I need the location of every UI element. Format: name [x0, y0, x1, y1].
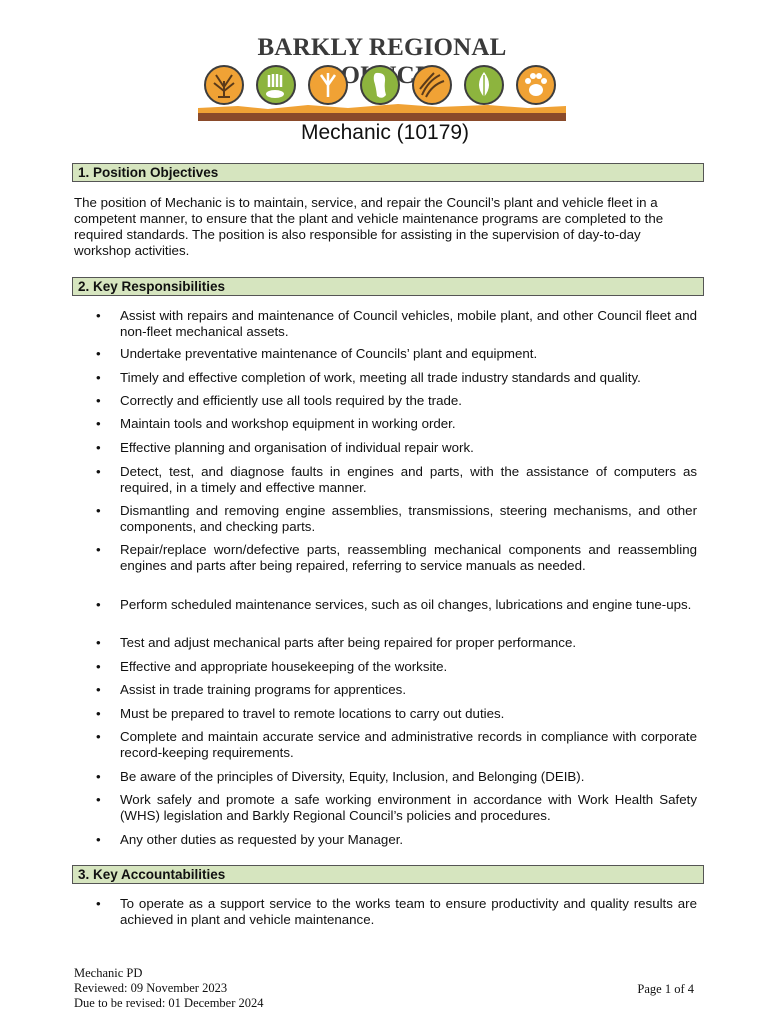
- grain-pot-icon: [256, 65, 296, 105]
- bullet-icon: •: [96, 792, 101, 807]
- page-number: Page 1 of 4: [637, 982, 694, 996]
- footprint-icon: [360, 65, 400, 105]
- council-logo: [198, 34, 566, 126]
- logo-text: BARKLY REGIONAL: [257, 34, 507, 61]
- footer-reviewed-date: Reviewed: 09 November 2023: [74, 981, 228, 995]
- bullet-icon: •: [96, 308, 101, 323]
- grass-icon: [412, 65, 452, 105]
- bullet-icon: •: [96, 729, 101, 744]
- document-page: BARKLY REGIONAL Mechanic (10179) 1. Position Objectives The position of Mechanic is to maintain, service, and repair the Council’s plant and vehicle fleet in a competent manner, to ensure that the plant and vehicle maintenance programs are completed to the required standards. The position is also responsible for assisting in the supervision of day-to-day workshop activities. 2. Key Responsibilities • Assist with repairs and maintenance of Council vehicles, mobile plant, and other Council fleet and non-fleet mechanical assets. • Undertake preventative maintenance of Councils’ plant and equipment. • Timely and effective completion of work, meeting all trade industry standards and quality. • Correctly and efficiently use all tools required by the trade. • Maintain tools and workshop equipment in working order. • Effective planning and organisation of individual repair work. • Detect, test, and diagnose faults in engines and parts, with the assistance of computers as required, in a timely and effective manner. • Dismantling and removing engine assemblies, transmissions, steering mechanisms, and other components, and checking parts. • Repair/replace worn/defective parts, reassembling mechanical components and reassembling engines and parts after being repaired, referring to service manuals as needed. • Perform scheduled maintenance services, such as oil changes, lubrications and engine tune-ups. • Test and adjust mechanical parts after being repaired for proper performance. • Effective and appropriate housekeeping of the worksite. • Assist in trade training programs for apprentices. • Must be prepared to travel to remote locations to carry out duties. • Complete and maintain accurate service and administrative records in compliance with corporate record-keeping requirements. • Be aware of the principles of Diversity, Equity, Inclusion, and Belonging (DEIB). • Work safely and promote a safe working environment in accordance with Work Health Safety (WHS) legislation and Barkly Regional Council’s policies and procedures. • Any other duties as requested by your Manager. 3. Key Accountabilities • To operate as a support service to the works team to ensure productivity and quality results are achieved in plant and vehicle maintenance. Mechanic PD Reviewed: 09 November 2023 Due to be revised: 01 December 2024 Page 1 of 4: [0, 0, 770, 1024]
- bullet-icon: •: [96, 503, 101, 518]
- bullet-icon: •: [96, 393, 101, 408]
- section-heading-objectives: 1. Position Objectives: [72, 163, 704, 182]
- bullet-icon: •: [96, 659, 101, 674]
- paw-print-icon: [516, 65, 556, 105]
- section-heading-responsibilities: 2. Key Responsibilities: [72, 277, 704, 296]
- footer-doc-name: Mechanic PD: [74, 966, 143, 980]
- bullet-icon: •: [96, 635, 101, 650]
- footer-revision-due-date: Due to be revised: 01 December 2024: [74, 996, 264, 1010]
- spinifex-plant-icon: [204, 65, 244, 105]
- bullet-icon: •: [96, 706, 101, 721]
- bullet-icon: •: [96, 464, 101, 479]
- bullet-icon: •: [96, 416, 101, 431]
- bullet-icon: •: [96, 542, 101, 557]
- bird-track-icon: [308, 65, 348, 105]
- page-title: Mechanic (10179): [300, 121, 470, 144]
- bullet-icon: •: [96, 440, 101, 455]
- page-footer: [74, 966, 264, 1011]
- landscape-band-icon: [198, 102, 566, 122]
- objectives-paragraph: The position of Mechanic is to maintain, service, and repair the Council’s plant and vehicle fleet in a competent manner, to ensure that the plant and vehicle maintenance programs are completed to the required standards. The position is also responsible for assisting in the supervision of day-to-day workshop activities.: [74, 195, 664, 258]
- bullet-icon: •: [96, 370, 101, 385]
- bullet-icon: •: [96, 597, 101, 612]
- leaf-icon: [464, 65, 504, 105]
- section-heading-accountabilities: 3. Key Accountabilities: [72, 865, 704, 884]
- bullet-icon: •: [96, 346, 101, 361]
- bullet-icon: •: [96, 896, 101, 911]
- bullet-icon: •: [96, 832, 101, 847]
- bullet-icon: •: [96, 769, 101, 784]
- bullet-icon: •: [96, 682, 101, 697]
